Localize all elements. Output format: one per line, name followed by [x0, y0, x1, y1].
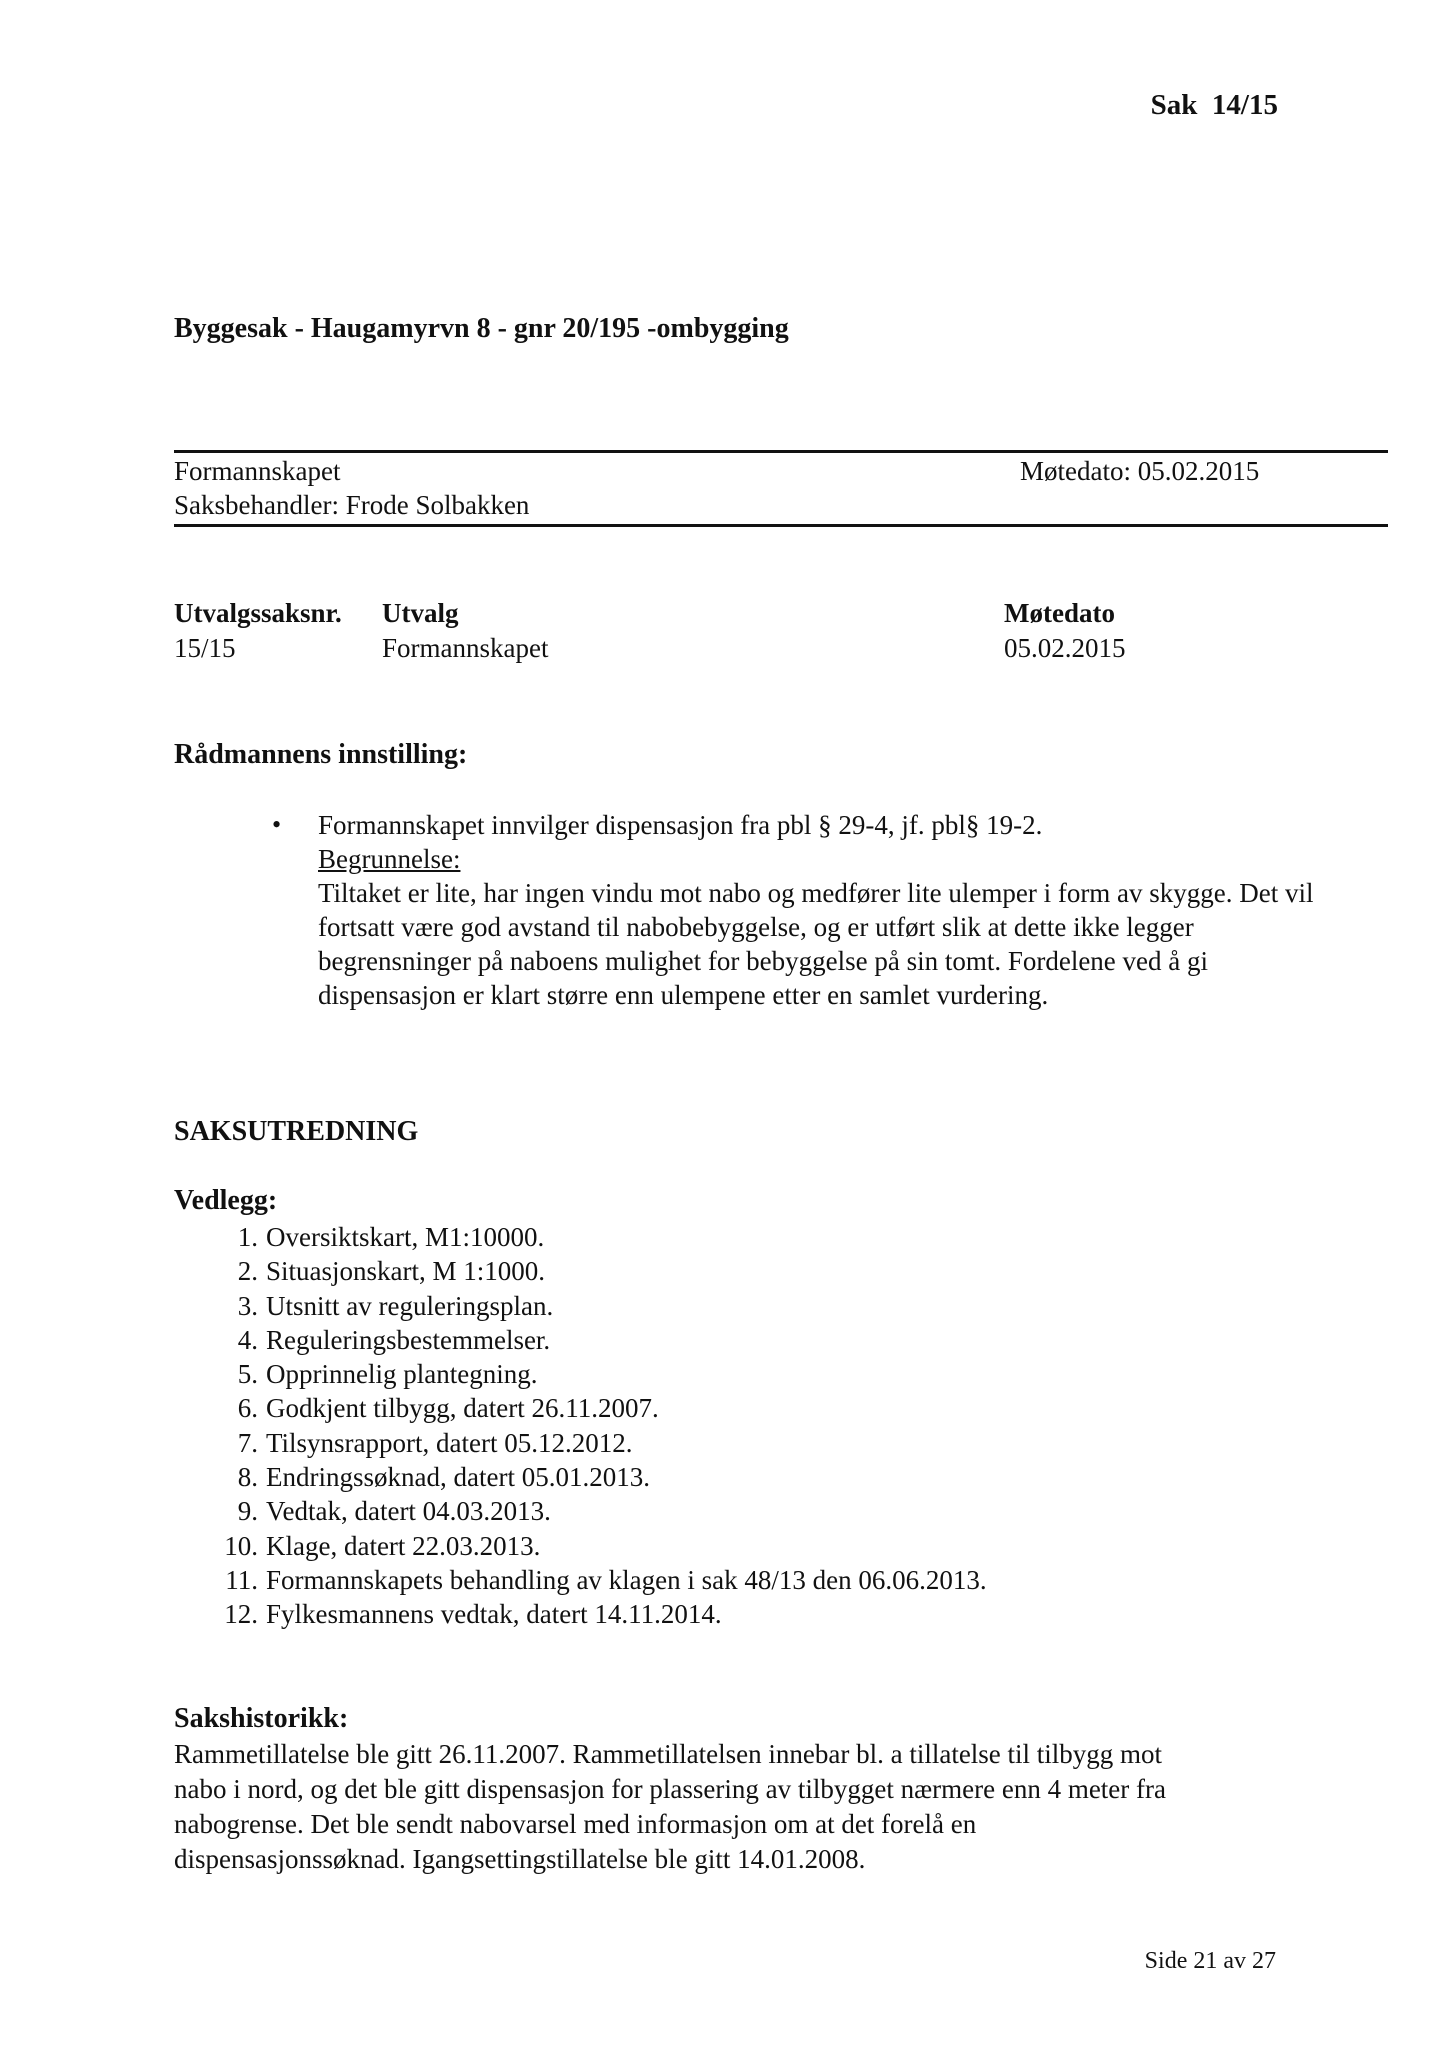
innstilling-bullet: Formannskapet innvilger dispensasjon fra pbl § 29-4, jf. pbl§ 19-2. — [318, 810, 1043, 840]
list-item-text: Tilsynsrapport, datert 05.12.2012. — [266, 1427, 633, 1458]
sakshistorikk-heading: Sakshistorikk: — [174, 1703, 349, 1734]
list-item-text: Situasjonskart, M 1:1000. — [266, 1256, 546, 1287]
list-item-text: Fylkesmannens vedtak, datert 14.11.2014. — [266, 1599, 722, 1630]
list-item-text: Endringssøknad, datert 05.01.2013. — [266, 1462, 650, 1493]
list-item-text: Utsnitt av reguleringsplan. — [266, 1290, 554, 1321]
sakshistorikk-line-4: dispensasjonssøknad. Igangsettingstillatelse ble gitt 14.01.2008. — [174, 1844, 866, 1874]
list-item-number: 5. — [237, 1359, 258, 1390]
list-item-text: Reguleringsbestemmelser. — [266, 1324, 551, 1355]
list-item-text: Vedtak, datert 04.03.2013. — [266, 1496, 551, 1527]
saksutredning-heading: SAKSUTREDNING — [174, 1116, 419, 1147]
sakshistorikk-line-1: Rammetillatelse ble gitt 26.11.2007. Rammetillatelsen innebar bl. a tillatelse til tilbygg mot — [174, 1739, 1163, 1769]
page-number: Side 21 av 27 — [1144, 1948, 1276, 1974]
list-item-text: Formannskapets behandling av klagen i sak 48/13 den 06.06.2013. — [266, 1564, 987, 1595]
list-item-number: 7. — [237, 1427, 258, 1458]
table-header-motedato: Møtedato — [1004, 598, 1115, 628]
meeting-date: Møtedato: 05.02.2015 — [1020, 456, 1260, 486]
list-item-text: Godkjent tilbygg, datert 26.11.2007. — [266, 1393, 659, 1424]
list-item — [174, 1563, 987, 1597]
document-title: Byggesak - Haugamyrvn 8 - gnr 20/195 -ombygging — [174, 313, 789, 344]
begrunnelse-line-3: begrensninger på naboens mulighet for bebyggelse på sin tomt. Fordelene ved å gi — [318, 946, 1209, 976]
begrunnelse-line-2: fortsatt være god avstand til nabobebyggelse, og er utført slik at dette ikke legger — [318, 912, 1194, 942]
list-item — [174, 1529, 987, 1563]
list-item — [174, 1323, 987, 1357]
list-item — [174, 1220, 987, 1254]
list-item-number: 12. — [224, 1599, 258, 1630]
innstilling-heading: Rådmannens innstilling: — [174, 739, 468, 770]
vedlegg-list — [174, 1220, 987, 1632]
list-item-number: 3. — [237, 1290, 258, 1321]
bottom-rule — [174, 524, 1388, 527]
list-item-number: 9. — [237, 1496, 258, 1527]
sakshistorikk-line-3: nabogrense. Det ble sendt nabovarsel med informasjon om at det forelå en — [174, 1809, 977, 1839]
begrunnelse-label: Begrunnelse: — [318, 844, 461, 874]
list-item — [174, 1597, 987, 1631]
table-header-saksnr: Utvalgssaksnr. — [174, 598, 342, 628]
begrunnelse-line-1: Tiltaket er lite, har ingen vindu mot nabo og medfører lite ulemper i form av skygge. Det vil — [318, 878, 1314, 908]
vedlegg-heading: Vedlegg: — [174, 1185, 278, 1216]
table-cell-motedato: 05.02.2015 — [1004, 633, 1126, 663]
list-item — [174, 1426, 987, 1460]
begrunnelse-line-4: dispensasjon er klart større enn ulempene etter en samlet vurdering. — [318, 980, 1049, 1010]
list-item-number: 11. — [225, 1564, 258, 1595]
committee-name: Formannskapet — [174, 456, 341, 486]
list-item-text: Opprinnelig plantegning. — [266, 1359, 538, 1390]
list-item-number: 1. — [237, 1222, 258, 1252]
table-header-utvalg: Utvalg — [382, 598, 459, 628]
list-item-number: 8. — [237, 1462, 258, 1493]
table-cell-utvalg: Formannskapet — [382, 633, 549, 663]
list-item-number: 4. — [237, 1324, 258, 1355]
list-item-number: 10. — [224, 1530, 258, 1561]
list-item — [174, 1460, 987, 1494]
list-item — [174, 1357, 987, 1391]
list-item-text: Oversiktskart, M1:10000. — [266, 1222, 545, 1252]
table-cell-saksnr: 15/15 — [174, 633, 236, 663]
bullet-icon: • — [272, 810, 282, 839]
list-item — [174, 1254, 987, 1288]
list-item-text: Klage, datert 22.03.2013. — [266, 1530, 541, 1561]
list-item-number: 2. — [237, 1256, 258, 1287]
list-item — [174, 1494, 987, 1528]
top-rule — [174, 450, 1388, 453]
list-item — [174, 1289, 987, 1323]
case-number: Sak 14/15 — [1150, 89, 1278, 121]
list-item-number: 6. — [237, 1393, 258, 1424]
case-officer: Saksbehandler: Frode Solbakken — [174, 490, 530, 520]
sakshistorikk-line-2: nabo i nord, og det ble gitt dispensasjon for plassering av tilbygget nærmere enn 4 meter fra — [174, 1774, 1166, 1804]
list-item — [174, 1391, 987, 1425]
